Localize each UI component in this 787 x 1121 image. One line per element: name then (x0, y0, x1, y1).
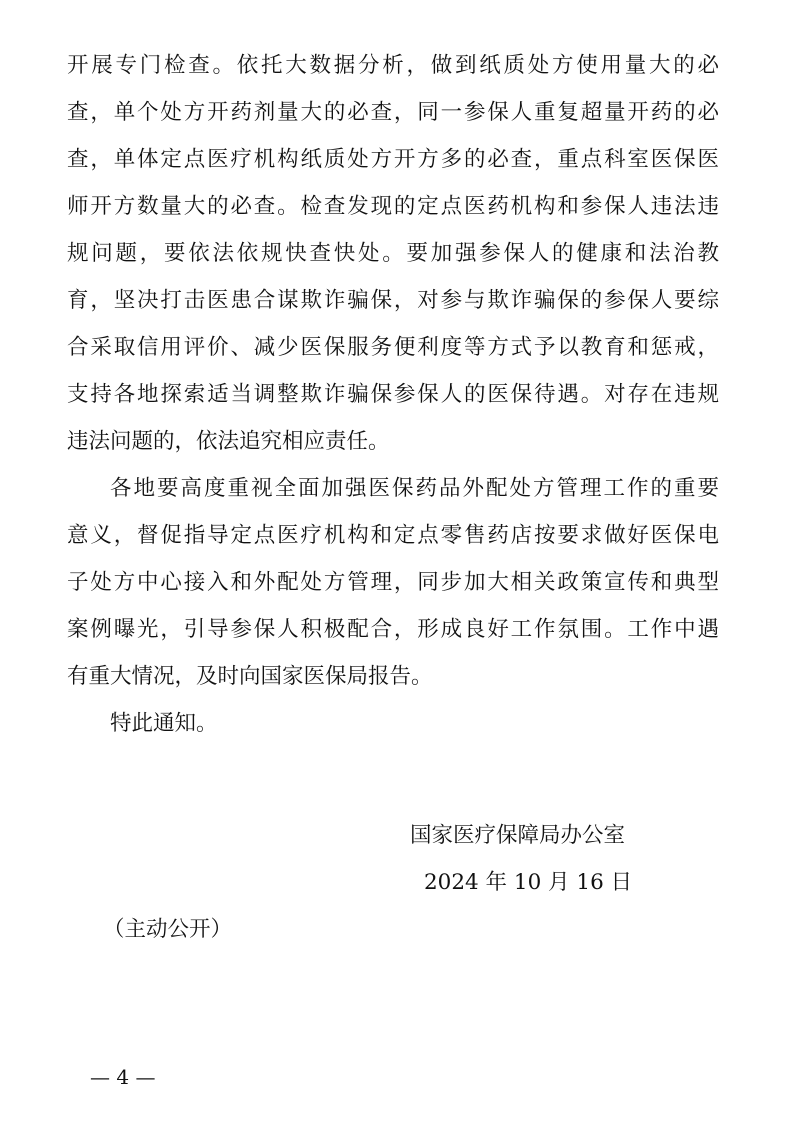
paragraph-2-line-1: 各地要高度重视全面加强医保药品外配处方管理工作的重要 (110, 476, 719, 501)
paragraph-1-line-8: 支持各地探索适当调整欺诈骗保参保人的医保待遇。对存在违规 (67, 382, 719, 407)
paragraph-1-line-9: 违法问题的，依法追究相应责任。 (67, 429, 390, 454)
paragraph-1-line-5: 规问题，要依法依规快查快处。要加强参保人的健康和法治教 (67, 241, 719, 266)
paragraph-2-line-3: 子处方中心接入和外配处方管理，同步加大相关政策宣传和典型 (67, 570, 719, 595)
paragraph-1-line-3: 查，单体定点医疗机构纸质处方开方多的必查，重点科室医保医 (67, 147, 719, 172)
paragraph-2-line-5: 有重大情况，及时向国家医保局报告。 (67, 664, 433, 689)
paragraph-1-line-2: 查，单个处方开药剂量大的必查，同一参保人重复超量开药的必 (67, 100, 719, 125)
paragraph-1-line-7: 合采取信用评价、减少医保服务便利度等方式予以教育和惩戒， (67, 335, 719, 360)
disclosure-label: （主动公开） (103, 917, 233, 942)
paragraph-2-line-4: 案例曝光，引导参保人积极配合，形成良好工作氛围。工作中遇 (67, 617, 719, 642)
page-number: — 4 — (90, 1065, 156, 1089)
paragraph-2-line-2: 意义，督促指导定点医疗机构和定点零售药店按要求做好医保电 (67, 523, 719, 548)
paragraph-1-line-6: 育，坚决打击医患合谋欺诈骗保，对参与欺诈骗保的参保人要综 (67, 288, 719, 313)
closing-text: 特此通知。 (110, 711, 218, 736)
paragraph-1-line-1: 开展专门检查。依托大数据分析，做到纸质处方使用量大的必 (67, 53, 719, 78)
paragraph-1-line-4: 师开方数量大的必查。检查发现的定点医药机构和参保人违法违 (67, 194, 719, 219)
signature-org: 国家医疗保障局办公室 (410, 823, 626, 848)
signature-date: 2024 年 10 月 16 日 (424, 870, 633, 895)
